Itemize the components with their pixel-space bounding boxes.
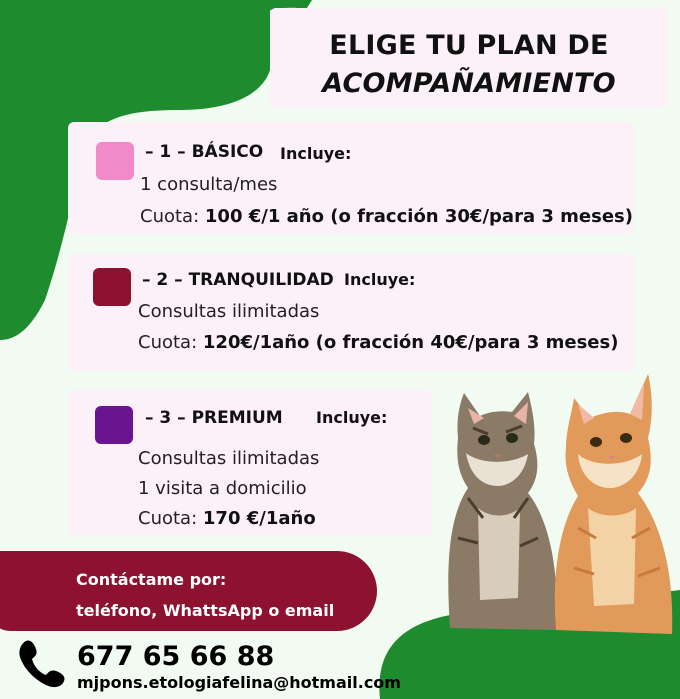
plan-feature: Consultas ilimitadas: [138, 301, 320, 322]
fee-value: 120€/1año (o fracción 40€/para 3 meses): [202, 332, 619, 353]
plan-fee: [140, 206, 633, 227]
tabby-cat: [448, 392, 556, 630]
email-address[interactable]: mjpons.etologiafelina@hotmail.com: [77, 673, 401, 692]
plan-fee: [138, 508, 316, 529]
contact-methods: teléfono, WhattsApp o email: [76, 601, 335, 620]
plan-name: – 3 – PREMIUM: [145, 408, 283, 428]
phone-icon: [16, 637, 68, 689]
plan-feature: Consultas ilimitadas: [138, 448, 320, 469]
plan-color-swatch: [93, 268, 131, 306]
plan-includes-label: Incluye:: [280, 144, 352, 163]
title-line-2: ACOMPAÑAMIENTO: [322, 68, 616, 99]
title-card: [270, 8, 668, 108]
plan-card-tranquilidad: [68, 254, 634, 371]
orange-cat: [555, 374, 672, 634]
plan-fee: [138, 332, 618, 353]
plan-color-swatch: [95, 406, 133, 444]
fee-label: Cuota:: [140, 206, 200, 227]
plan-card-basico: [68, 122, 634, 234]
contact-banner: [0, 551, 377, 631]
plan-name: – 2 – TRANQUILIDAD: [142, 270, 334, 290]
cats-illustration: [428, 368, 680, 636]
title-line-1: ELIGE TU PLAN DE: [329, 30, 609, 61]
fee-value: 100 €/1 año (o fracción 30€/para 3 meses): [204, 206, 633, 227]
plan-includes-label: Incluye:: [344, 270, 416, 289]
plan-feature: 1 visita a domicilio: [138, 478, 307, 499]
contact-heading: Contáctame por:: [76, 570, 227, 589]
plan-name: – 1 – BÁSICO: [145, 142, 264, 162]
plan-feature: 1 consulta/mes: [140, 174, 278, 195]
fee-label: Cuota:: [138, 508, 198, 529]
plan-card-premium: [68, 390, 432, 536]
plan-includes-label: Incluye:: [316, 408, 388, 427]
phone-number[interactable]: 677 65 66 88: [77, 641, 275, 672]
plan-color-swatch: [96, 142, 134, 180]
fee-value: 170 €/1año: [202, 508, 316, 529]
fee-label: Cuota:: [138, 332, 198, 353]
